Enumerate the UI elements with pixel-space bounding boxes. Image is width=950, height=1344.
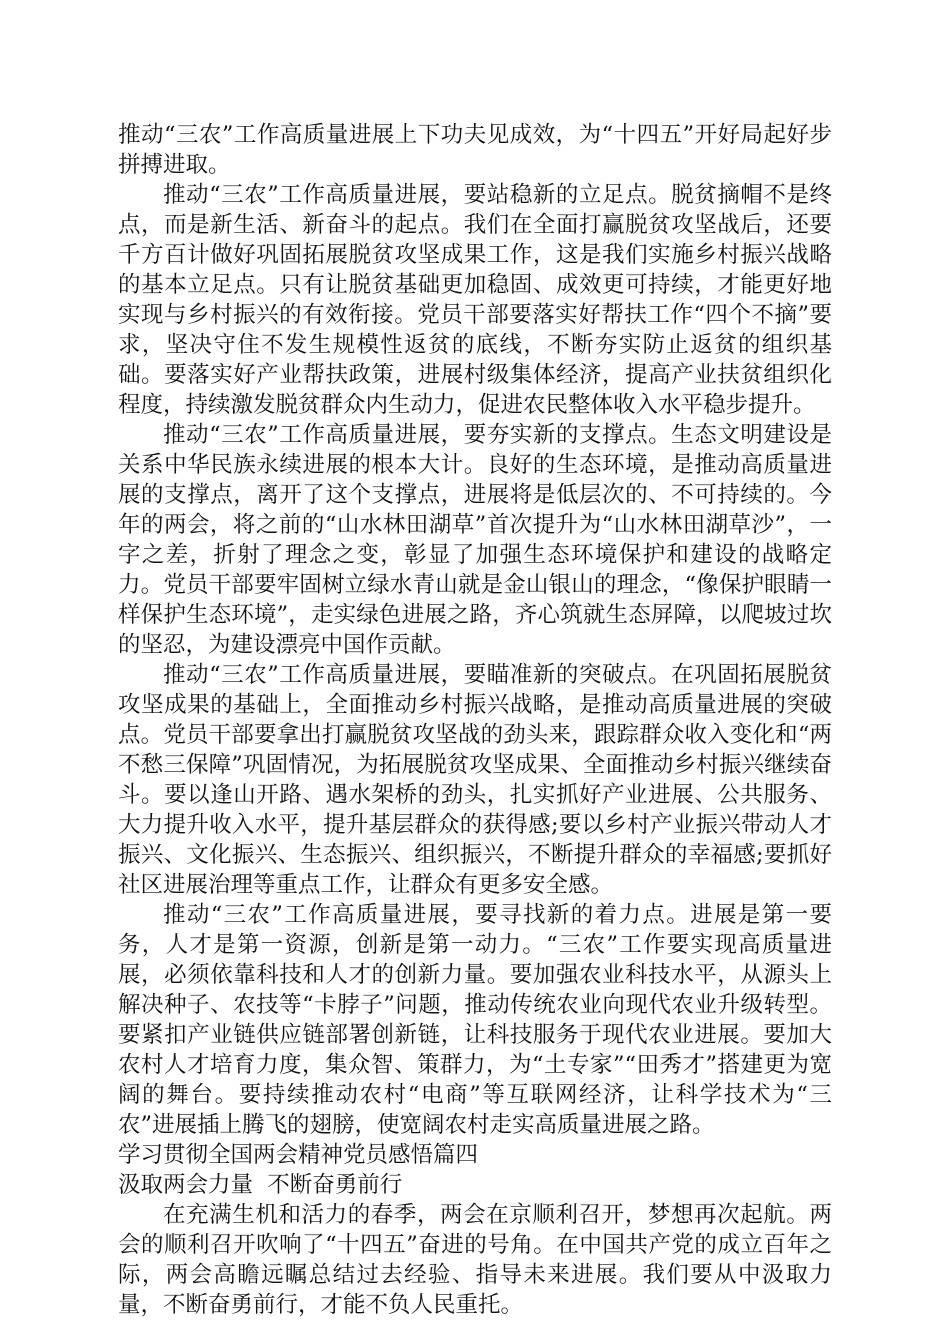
paragraph-closing: 在充满生机和活力的春季，两会在京顺利召开，梦想再次起航。两会的顺利召开吹响了“十四五”奋进的号角。在中国共产党的成立百年之际，两会高瞻远瞩总结过去经验、指导未来进展。我们要从中汲取力量，不断奋勇前行，才能不负人民重托。 bbox=[118, 1202, 832, 1318]
paragraph-breakthrough: 推动“三农”工作高质量进展，要瞄准新的突破点。在巩固拓展脱贫攻坚成果的基础上，全面推动乡村振兴战略，是推动高质量进展的突破点。党员干部要拿出打赢脱贫攻坚战的劲头来，跟踪群众收入变化和“两不愁三保障”巩固情况，为拓展脱贫攻坚成果、全面推动乡村振兴继续奋斗。要以逢山开路、遇水架桥的劲头，扎实抓好产业进展、公共服务、大力提升收入水平，提升基层群众的获得感;要以乡村产业振兴带动人才振兴、文化振兴、生态振兴、组织振兴，不断提升群众的幸福感;要抓好社区进展治理等重点工作，让群众有更多安全感。 bbox=[118, 662, 832, 898]
paragraph-foothold: 推动“三农”工作高质量进展，要站稳新的立足点。脱贫摘帽不是终点，而是新生活、新奋斗的起点。我们在全面打赢脱贫攻坚战后，还要千方百计做好巩固拓展脱贫攻坚成果工作，这是我们实施乡村振兴战略的基本立足点。只有让脱贫基础更加稳固、成效更可持续，才能更好地实现与乡村振兴的有效衔接。党员干部要落实好帮扶工作“四个不摘”要求，坚决守住不发生规模性返贫的底线，不断夯实防止返贫的组织基础。要落实好产业帮扶政策，进展村级集体经济，提高产业扶贫组织化程度，持续激发脱贫群众内生动力，促进农民整体收入水平稳步提升。 bbox=[118, 182, 832, 418]
paragraph-support-point: 推动“三农”工作高质量进展，要夯实新的支撑点。生态文明建设是关系中华民族永续进展的根本大计。良好的生态环境，是推动高质量进展的支撑点，离开了这个支撑点，进展将是低层次的、不可持续的。今年的两会，将之前的“山水林田湖草”首次提升为“山水林田湖草沙”，一字之差，折射了理念之变，彰显了加强生态环境保护和建设的战略定力。党员干部要牢固树立绿水青山就是金山银山的理念，“像保护眼睛一样保护生态环境”，走实绿色进展之路，齐心筑就生态屏障，以爬坡过坎的坚忍，为建设漂亮中国作贡献。 bbox=[118, 422, 832, 658]
section-subtitle: 汲取两会力量 不断奋勇前行 bbox=[118, 1172, 403, 1198]
paragraph-focus-point: 推动“三农”工作高质量进展，要寻找新的着力点。进展是第一要务，人才是第一资源，创新是第一动力。“三农”工作要实现高质量进展，必须依靠科技和人才的创新力量。要加强农业科技水平，从源头上解决种子、农技等“卡脖子”问题，推动传统农业向现代农业升级转型。要紧扣产业链供应链部署创新链，让科技服务于现代农业进展。要加大农村人才培育力度，集众智、策群力，为“土专家”“田秀才”搭建更为宽阔的舞台。要持续推动农村“电商”等互联网经济，让科学技术为“三农”进展插上腾飞的翅膀，使宽阔农村走实高质量进展之路。 bbox=[118, 902, 832, 1138]
document-body bbox=[118, 120, 832, 1320]
paragraph-continuation: 推动“三农”工作高质量进展上下功夫见成效，为“十四五”开好局起好步拼搏进取。 bbox=[118, 122, 832, 178]
section-title: 学习贯彻全国两会精神党员感悟篇四 bbox=[118, 1142, 479, 1168]
